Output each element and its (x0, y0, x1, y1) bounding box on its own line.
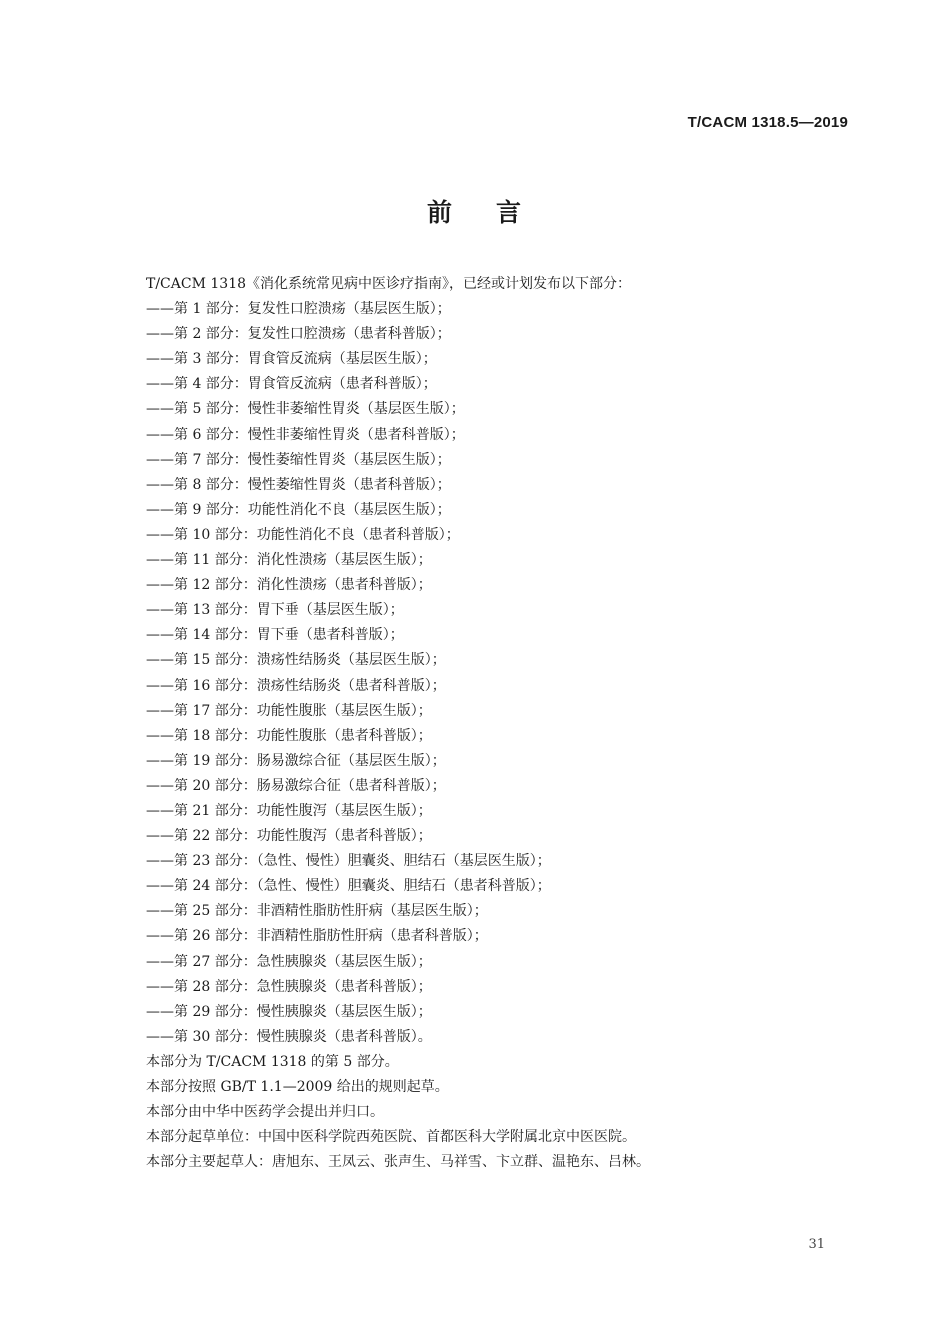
part-item: ——第 30 部分：慢性胰腺炎（患者科普版）。 (146, 1028, 432, 1045)
part-item: ——第 26 部分：非酒精性脂肪性肝病（患者科普版）； (146, 928, 488, 945)
part-item: ——第 18 部分：功能性腹胀（患者科普版）； (146, 727, 432, 744)
part-item: ——第 19 部分：肠易激综合征（基层医生版）； (146, 752, 446, 769)
part-item: ——第 21 部分：功能性腹泻（基层医生版）； (146, 802, 432, 819)
part-item: ——第 20 部分：肠易激综合征（患者科普版）； (146, 777, 446, 794)
note-drafting-units: 本部分起草单位：中国中医科学院西苑医院、首都医科大学附属北京中医医院。 (146, 1129, 636, 1146)
note-part-number: 本部分为 T/CACM 1318 的第 5 部分。 (146, 1053, 399, 1070)
part-item: ——第 16 部分：溃疡性结肠炎（患者科普版）； (146, 677, 446, 694)
title-char-1: 前 (426, 198, 454, 227)
foreword-body (146, 272, 846, 1175)
page-number: 31 (808, 1237, 825, 1252)
part-item: ——第 10 部分：功能性消化不良（患者科普版）； (146, 526, 460, 543)
part-item: ——第 3 部分：胃食管反流病（基层医生版）； (146, 351, 437, 368)
part-item: ——第 1 部分：复发性口腔溃疡（基层医生版）； (146, 301, 451, 318)
part-item: ——第 5 部分：慢性非萎缩性胃炎（基层医生版）； (146, 401, 465, 418)
part-item: ——第 11 部分：消化性溃疡（基层医生版）； (146, 552, 432, 569)
part-item: ——第 2 部分：复发性口腔溃疡（患者科普版）； (146, 326, 451, 343)
page-title (0, 193, 950, 229)
part-item: ——第 22 部分：功能性腹泻（患者科普版）； (146, 828, 432, 845)
standard-code: T/CACM 1318.5—2019 (687, 114, 848, 131)
part-item: ——第 27 部分：急性胰腺炎（基层医生版）； (146, 953, 432, 970)
part-item: ——第 8 部分：慢性萎缩性胃炎（患者科普版）； (146, 476, 451, 493)
part-item: ——第 29 部分：慢性胰腺炎（基层医生版）； (146, 1003, 432, 1020)
part-item: ——第 15 部分：溃疡性结肠炎（基层医生版）； (146, 652, 446, 669)
part-item: ——第 7 部分：慢性萎缩性胃炎（基层医生版）； (146, 451, 451, 468)
note-proposer: 本部分由中华中医药学会提出并归口。 (146, 1104, 384, 1121)
title-char-2: 言 (496, 198, 524, 227)
part-item: ——第 24 部分：（急性、慢性）胆囊炎、胆结石（患者科普版）； (146, 878, 551, 895)
note-drafters: 本部分主要起草人：唐旭东、王凤云、张声生、马祥雪、卞立群、温艳东、吕林。 (146, 1154, 650, 1171)
part-item: ——第 4 部分：胃食管反流病（患者科普版）； (146, 376, 437, 393)
part-item: ——第 28 部分：急性胰腺炎（患者科普版）； (146, 978, 432, 995)
part-item: ——第 6 部分：慢性非萎缩性胃炎（患者科普版）； (146, 426, 465, 443)
part-item: ——第 14 部分：胃下垂（患者科普版）； (146, 627, 404, 644)
part-item: ——第 23 部分：（急性、慢性）胆囊炎、胆结石（基层医生版）； (146, 853, 551, 870)
part-item: ——第 25 部分：非酒精性脂肪性肝病（基层医生版）； (146, 903, 488, 920)
part-item: ——第 17 部分：功能性腹胀（基层医生版）； (146, 702, 432, 719)
part-item: ——第 13 部分：胃下垂（基层医生版）； (146, 602, 404, 619)
part-item: ——第 9 部分：功能性消化不良（基层医生版）； (146, 501, 451, 518)
intro-paragraph: T/CACM 1318《消化系统常见病中医诊疗指南》，已经或计划发布以下部分： (146, 276, 632, 292)
note-drafting-rules: 本部分按照 GB/T 1.1—2009 给出的规则起草。 (146, 1079, 449, 1095)
part-item: ——第 12 部分：消化性溃疡（患者科普版）； (146, 577, 432, 594)
